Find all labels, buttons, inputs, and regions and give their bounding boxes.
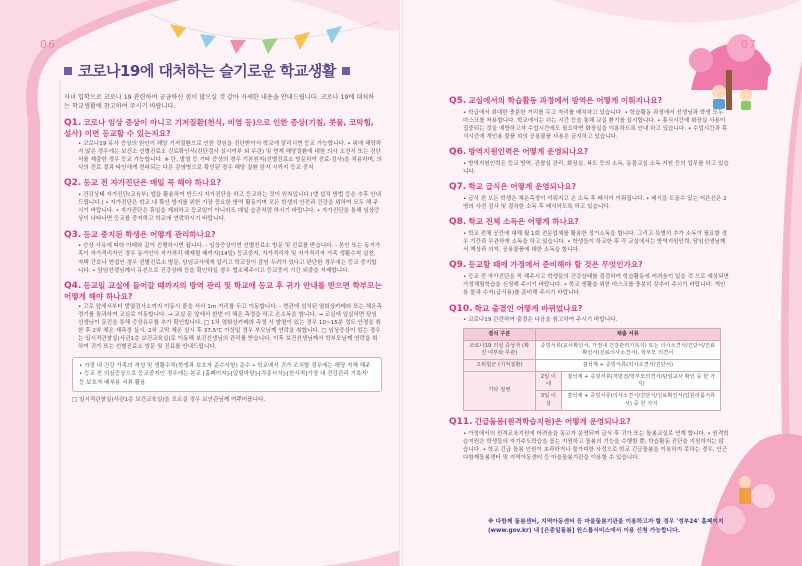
table-cell: 코로나19 의심 증상자 (확진 여부와 무관): [464, 341, 536, 360]
question-title: 등교 전 자가진단은 매일 꼭 해야 하나요?: [83, 178, 221, 188]
notice-box: [72, 357, 382, 391]
question-answer: • 코로나19 유사 증상의 원인이 해당 기저질환으로 인한 것임을 진단받아서 학교에 알리시면 등교 가능합니다. • 위에 해당하지 않은 경우에는 보건소 선별진료소 진료확인서(진단검사 실시여부 외 무관) 및 현재 해당질환에 대한 의사 소견서 또는 진단서를 제출한 경우 등교 가능합니다. ※ 단, 발열 등 기타 증상의 경우 기본원칙(선별진료소 방문하여 진료·검사)을 적용하며, 의사의 진료 결과 타인에게 전파되는 다른 감염병으로 확인된 경우 해당 질환 한지 시까지 등교 중지: [78, 140, 382, 172]
question-q2: [64, 178, 382, 223]
table-cell: 결석계 + 증빙서류(처방전/학부모의견서/담임교사 확인 등 한 가지): [562, 372, 721, 391]
table-cell: 결석계 + 증빙서류(의사소견서/진단서/진료확인서/입원리폼지류서) 중 한 가지: [562, 391, 721, 410]
attendance-table: [463, 328, 721, 410]
right-page: [401, 0, 802, 566]
question-q8: [449, 217, 729, 254]
question-title: 등교 중지된 학생은 어떻게 관리하나요?: [83, 229, 216, 239]
table-header: 결석 구분: [464, 329, 536, 341]
table-header: 제출 서류: [535, 329, 720, 341]
table-cell: 결석계 + 증빙서류(의사소견서/진단서): [535, 360, 720, 372]
question-number: Q10.: [449, 303, 473, 314]
question-number: Q3.: [64, 229, 82, 240]
question-number: Q11.: [449, 416, 473, 427]
question-title: 교실에서의 학습활동 과정에서 방역은 어떻게 이뤄지나요?: [468, 96, 663, 105]
question-answer: • 건강상태 자가진단(교육부) 앱을 활용하여 반드시 자가진단을 하고 등교하는 것이 원칙입니다.(앱 설치 방법 등은 추후 안내드립니다.) • 자가진단은 학교 내 확산 방지를 위한 가장 중요한 방역 활동이며 모든 학생의 안전과 건강을 위하여 모두 해 주시기 바랍니다. • 자가진단은 휴일을 제외하고 등교일이 아니라도 매일 습관처럼 하시기 바랍니다. • 자가진단을 통해 임상증상이 나타나면 등교를 중지하고 학교에 연락하시기 바랍니다.: [78, 192, 382, 223]
question-number: Q1.: [64, 118, 82, 128]
question-number: Q6.: [449, 147, 467, 158]
question-answer: • 코로나19 관련하여 출결은 다음을 참고하여 주시기 바랍니다.: [463, 317, 618, 324]
table-header-row: [464, 329, 721, 341]
question-title: 방역지원인력은 어떻게 운영되나요?: [468, 147, 589, 157]
question-title: 등교일 교실에 들어갈 때까지의 방역 관리 및 학교에 등교 후 귀가 안내를 받으면 학부모는 어떻게 해야 하나요?: [64, 280, 382, 301]
bottom-decoration: [40, 550, 401, 566]
notice-footer: □ 일시적관찰실(사관1층 보건교육실)을 모르실 경우 보안관님께 여쭈어봅니다.: [72, 396, 266, 403]
question-q5: [449, 96, 729, 141]
question-title: 등교할 때에 가정에서 준비해야 할 것은 무엇인가요?: [468, 260, 643, 270]
question-title: 학교 전체 소독은 어떻게 하나요?: [468, 217, 579, 227]
question-q11: [449, 417, 729, 462]
title-square-icon: [342, 67, 350, 75]
intro-text: 자녀 입학으로 코로나 19 관련하여 궁금하신 점이 많으실 것 같아 자세한 내용을 안내드립니다. 코로나 19에 대처하는 학교생활에 참고하여 주시기 바랍니다.: [64, 94, 375, 110]
table-cell: 2일 이내: [535, 372, 562, 391]
question-answer: • 방역지원인력은 등교 방역, 관찰실 관리, 화장실, 복도 등의 소독, 동물교실 소독 지원 등의 업무를 하고 있습니다.: [463, 161, 729, 176]
question-answer: • 고로 앞에서부터 발열검사소까지 이동시 줄을 서서 1m 거리를 두고 이동합니다. - 현관에 설치된 열화상카메라 또는 체온측정기를 통과하여 교실로 이동합니다. → 교실 문 앞에서 한번 더 체온 측정을 하고 손소독을 합니다. → 교실에 입실하면 담임선생님이 문진을 통해 증상유무를 추가 확인합니다. □ 1차 열화상카메라 측정 시 발열이 있는 경우 10~15분 정도 안정을 취한 후 2차 체온 재측정 실시, 2차 고막 체온 실시 후 37.5℃ 이상일 경우 부모님께 연락을 취합니다. □ 임상증상이 있는 경우는 일시적관찰실(사관1층 보건교육실)로 이동해 보건선생님의 관리를 받습니다. 이후 보건선생님께서 학부모님께 연락을 취하여 귀가 또는 선별진료소 방문 및 진료를 안내드립니다.: [78, 303, 382, 351]
question-q7: [449, 182, 729, 211]
footer-note: ※ 다함께 돌봄센터, 지역아동센터 등 마을돌봄기관을 이용하고자 할 경우 '정부24' 홈페이지 (www.gov.kr) 내 [온종일돌봄] 원스톱서비스에서 이용 신청 가능합니다.: [488, 519, 724, 534]
question-answer: • 가정에서의 원격교육지원에 어려움을 동고자 운영되며 급식 후 귀가 또는 돌봄교실로 연계 합니다. • 원격학습지원은 학생들의 자기주도학습을 돕는 지원하고 돌봄의 기능을 수행할 뿐, 학습활동 진단을 지원하지는 않습니다. • 학교 긴급 돌봄 인원이 초과하거나 불가피한 사정으로 학교 긴급돌봄을 이용하지 못하는 경우, 인근 다함께돌봄센터 및 지역아동센터 등 마을돌봄기관을 이용할 수 있습니다.: [463, 430, 729, 461]
question-number: Q9.: [449, 260, 467, 271]
table-cell: 기타 질병: [464, 372, 536, 411]
question-answer: • 학교 전체 공간에 대해 월 1회 전문업체를 활용한 정기소독을 합니다. 그리고 특별히 추가 소독이 필요할 경우 기간과 무관하게 소독을 하고 있습니다. • 학생들이 하교한 후 각 교실에서는 방역지원인력, 담임선생님께서 책상과 의자, 공용물품에 대한 소독을 합니다.: [463, 231, 728, 254]
page-number-left: 06: [40, 38, 56, 51]
bunting-decoration: [150, 14, 380, 54]
table-cell: 3일 이상: [535, 391, 562, 410]
question-number: Q7.: [449, 182, 467, 193]
question-number: Q2.: [64, 178, 82, 189]
question-title: 학교 급식은 어떻게 운영되나요?: [468, 182, 577, 192]
question-answer: • 등교 전 자가진단을 꼭 해주시고 학생들의 건강상태를 점검하여 학습활동에 어려움이 있을 것 으로 예상되면 가정체험학습을 신청해 주시기 바랍니다. • 학교 생활을 위한 마스크를 충분히 갖추어 주시기 바랍니다. 개인용 물과 수저(급식용)를 준비해 주시기 바랍니다.: [463, 274, 729, 297]
question-number: Q5.: [449, 96, 467, 106]
question-q9: [449, 260, 729, 297]
question-answer: • 학급에서 최대한 충분한 거리를 두고 자리를 배치하고 있습니다. • 학습활동 과정에서 선생님과 학생 모두 마스크를 착용합니다. 학교에서는 쉬는 시간 등을 통해 교실 환기를 실시합니다. • 휴식시간에 화장실 사용이 집중되는 것을 예방하고자 수업시간에도 필요하면 화장실을 이용하도록 안내 하고 있습니다. • 수업시간과 휴식시간에 개인용 물품 외의 공용물품 사용은 금지하고 있습니다.: [463, 109, 728, 141]
table-row: [464, 372, 721, 391]
question-q3: [64, 230, 382, 275]
question-title: 긴급돌봄(원격학습지원)은 어떻게 운영되나요?: [474, 416, 631, 426]
question-q10: [449, 304, 729, 411]
question-answer: • 증상 사유에 따라 아래와 같이 진행하시면 됩니다. - 임상증상이면 선별진료소 방문 및 진료를 받습니다. - 본인 또는 동거가족이 자가격리자인 경우 동거인이 자가격리 해제될 때까지(14일) 등교중지, 자가격리자 및 자가격리자 가족 생활수칙 실천, 자택 간호나 면접인 경우 선별진료소 방문, 담임교사에게 알리고 학교장이 감염 우려가 있다고 판단한 경우에는 등교 중지합니다. • 담임선생님께서 유선으로 건강상태 등을 확인하실 경우 협조해주시고 등교중지 기간 외출을 자제합니다.: [78, 243, 381, 274]
notice-box-text: • 가정 내 건강 가족의 격성 및 생활수칙(학생과 보호자 준수사항) 준수 • 학교에서 귀가 조치할 경우에는 해당 자체 해주 • 등교 전 의심증상으로 등교중지인 경우에는 본교 [홈페이지]-[알림마당]-[각종서식]-[한시적]가정 내 건강관리 기록지' 등 보호자 배부용 서류 활용: [79, 363, 371, 386]
question-title: 학교 출결인 어떻게 바뀌었나요?: [474, 303, 583, 313]
table-cell: 증빙서류(교사확인서, 가정내 건강관리기록지) 또는 의사소견서/진단서/진료확인서(진료의사소견서), 학부모 의견서: [535, 341, 720, 360]
table-row: [464, 360, 721, 372]
page-title: 코로나19에 대처하는 슬기로운 학교생활: [78, 62, 336, 80]
page-title-wrap: [64, 60, 350, 81]
table-row: [464, 341, 721, 360]
right-column: [449, 90, 729, 462]
question-q1: [64, 118, 382, 172]
left-column: [64, 112, 382, 404]
question-title: 코로나 임상 증상이 아니고 기저질환(천식, 비염 등)으로 인한 증상(기침, 콧물, 코막힘, 설사) 이면 등교할 수 있는지요?: [64, 118, 374, 138]
question-number: Q4.: [64, 280, 82, 291]
question-q4: [64, 281, 382, 352]
question-q6: [449, 147, 729, 176]
title-square-icon: [64, 67, 72, 75]
question-number: Q8.: [449, 217, 467, 228]
table-cell: 고위험군 (기저질환): [464, 360, 536, 372]
question-answer: • 급식 전 모든 학생은 체온측정이 이뤄지고 손 소독 후 배식이 이뤄집니다. • 배식을 도울수 있는 어른신은 2명의 사전 검사 및 절차한 소독 후 배식하도록 하고 있습니다.: [463, 196, 727, 211]
page-number-right: 07: [741, 38, 757, 51]
